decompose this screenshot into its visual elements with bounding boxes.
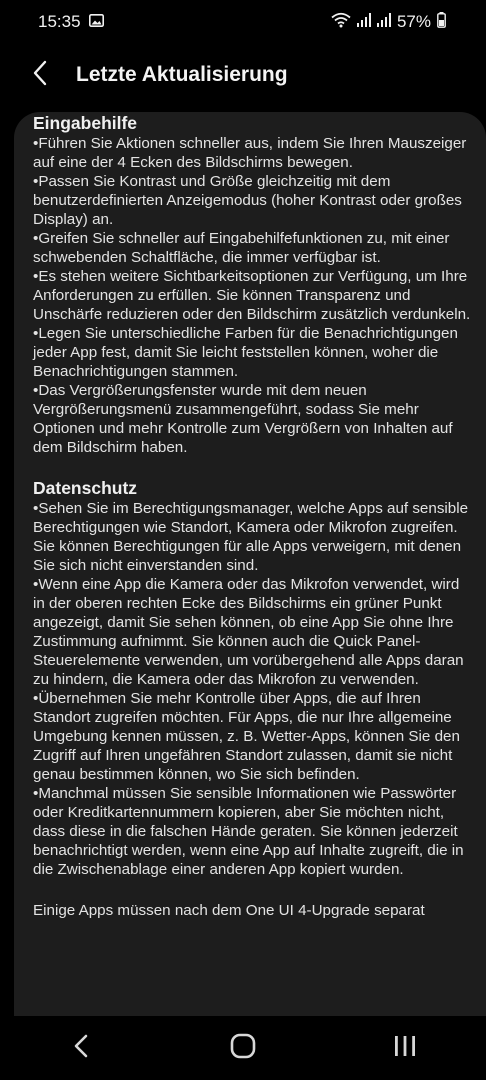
status-left — [38, 12, 104, 32]
list-item: •Übernehmen Sie mehr Kontrolle über Apps, die auf Ihren Standort zugreifen möchten. Für Apps, die nur Ihre allgemeine Umgebung kennen müssen, z. B. Wetter-Apps, können Sie den Zugriff auf Ihren ungefähren Standort zulassen, damit sie nicht genau bestimmen können, wo Sie sich befinden. — [33, 690, 460, 783]
section-title: Eingabehilfe — [33, 113, 138, 133]
navigation-bar — [0, 1016, 486, 1080]
content-scroll[interactable] — [33, 112, 471, 935]
list-item: •Wenn eine App die Kamera oder das Mikrofon verwendet, wird in der oberen rechten Ecke des Bildschirms ein grüner Punkt angezeigt, damit Sie sehen können, ob eine App Sie ohne Ihre Zustimmung aufnimmt. Sie können auch die Quick Panel-Steuerelemente verwenden, um vorübergehend alle Apps daran zu hindern, die Kamera oder das Mikrofon zu verwenden. — [33, 576, 464, 688]
signal-icon — [377, 12, 391, 32]
chevron-left-icon — [32, 60, 48, 91]
section-title: Datenschutz — [33, 478, 138, 498]
nav-home-button[interactable] — [213, 1023, 273, 1073]
list-item: •Manchmal müssen Sie sensible Informationen wie Passwörter oder Kreditkartennummern kopieren, aber Sie möchten nicht, dass diese in die falschen Hände geraten. Sie können jederzeit benachrichtigt werden, wenn eine App auf Inhalte zugreift, die in die Zwischenablage einer anderen App kopiert wurden. — [33, 785, 464, 878]
list-item: •Greifen Sie schneller auf Eingabehilfefunktionen zu, mit einer schwebenden Schaltfläche, die immer verfügbar ist. — [33, 230, 450, 266]
home-icon — [230, 1033, 256, 1064]
list-item: •Passen Sie Kontrast und Größe gleichzeitig mit dem benutzerdefinierten Anzeigemodus (hoher Kontrast oder großes Display) an. — [33, 173, 462, 228]
image-icon — [89, 12, 104, 32]
back-button[interactable] — [20, 55, 60, 95]
battery-icon — [437, 12, 446, 33]
section-datenschutz — [33, 477, 471, 879]
app-header — [0, 52, 486, 98]
status-bar — [0, 0, 486, 44]
content-card[interactable] — [14, 112, 486, 1016]
section-eingabehilfe — [33, 112, 471, 457]
list-item: •Sehen Sie im Berechtigungsmanager, welche Apps auf sensible Berechtigungen wie Standort, Kamera oder Mikrofon zugreifen. Sie können Berechtigungen für alle Apps verweigern, mit denen Sie sich nicht einverstanden sind. — [33, 500, 469, 574]
wifi-icon — [331, 12, 351, 33]
signal-icon — [357, 12, 371, 32]
list-item: •Es stehen weitere Sichtbarkeitsoptionen zur Verfügung, um Ihre Anforderungen zu erfüllen. Sie können Transparenz und Unschärfe reduzieren oder den Bildschirm zusätzlich verdunkeln. — [33, 268, 471, 323]
list-item: •Führen Sie Aktionen schneller aus, indem Sie Ihren Mauszeiger auf eine der 4 Ecken des Bildschirms bewegen. — [33, 135, 467, 171]
list-item: •Das Vergrößerungsfenster wurde mit dem neuen Vergrößerungsmenü zusammengeführt, sodass Sie mehr Optionen und mehr Kontrolle zum Vergrößern von Inhalten auf dem Bildschirm haben. — [33, 382, 453, 456]
battery-percent: 57% — [396, 12, 431, 31]
status-time: 15:35 — [38, 12, 81, 31]
nav-back-button[interactable] — [51, 1023, 111, 1073]
recents-icon — [393, 1034, 417, 1063]
back-icon — [74, 1034, 88, 1063]
nav-recents-button[interactable] — [375, 1023, 435, 1073]
tail-text: Einige Apps müssen nach dem One UI 4-Upgrade separat — [33, 902, 425, 919]
page-title: Letzte Aktualisierung — [76, 63, 288, 86]
list-item: •Legen Sie unterschiedliche Farben für die Benachrichtigungen jeder App fest, damit Sie leicht feststellen können, woher die Benachrichtigungen stammen. — [33, 325, 458, 380]
status-right — [331, 12, 446, 33]
